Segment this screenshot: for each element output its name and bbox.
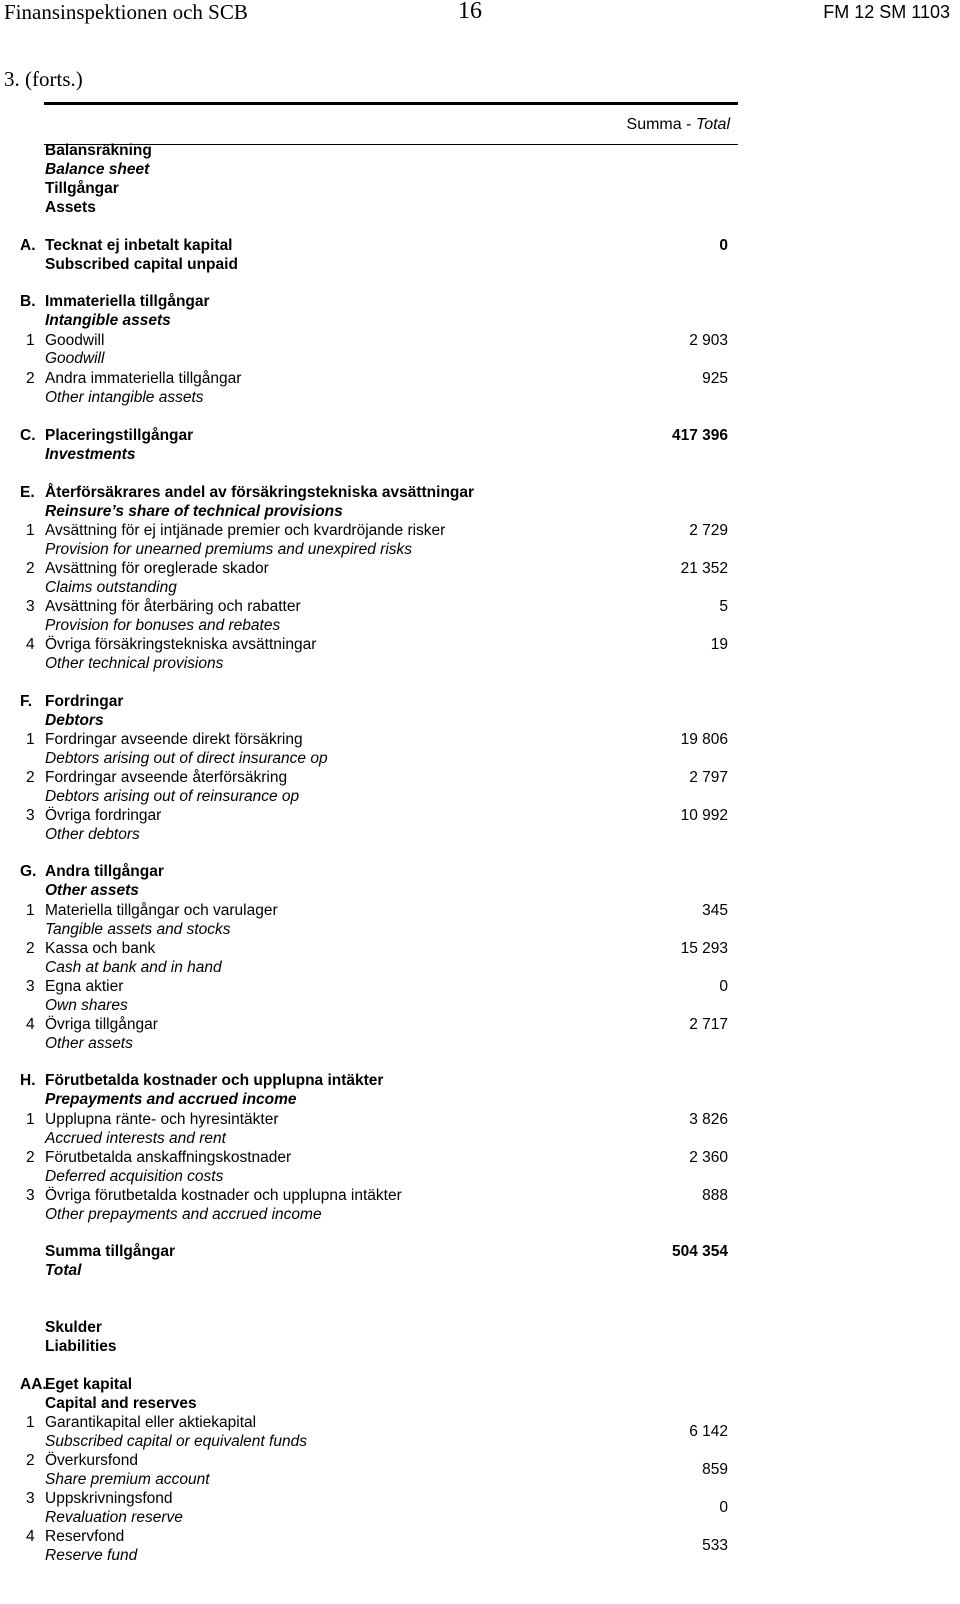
row-label: Other intangible assets xyxy=(45,389,204,406)
row-label: Share premium account xyxy=(45,1471,210,1488)
row-value: 19 806 xyxy=(680,731,728,748)
row-label: Avsättning för oreglerade skador xyxy=(45,560,269,577)
table-row xyxy=(0,1375,960,1394)
table-row xyxy=(0,1148,960,1167)
row-label: Reserve fund xyxy=(45,1547,138,1564)
row-label: Avsättning för ej intjänade premier och kvardröjande risker xyxy=(45,522,446,539)
row-item-number: 1 xyxy=(26,1111,35,1128)
row-value: 345 xyxy=(702,902,728,919)
table-row xyxy=(0,1261,960,1280)
row-value: 6 142 xyxy=(689,1423,728,1440)
row-label: Subscribed capital or equivalent funds xyxy=(45,1433,307,1450)
table-row xyxy=(0,1422,960,1441)
row-label: Tillgångar xyxy=(45,180,119,197)
row-label: Capital and reserves xyxy=(45,1395,197,1412)
row-label: Placeringstillgångar xyxy=(45,427,194,444)
table-row xyxy=(0,996,960,1015)
table-row xyxy=(0,236,960,255)
row-value: 2 729 xyxy=(689,522,728,539)
row-value: 417 396 xyxy=(671,427,728,444)
row-section-letter: H. xyxy=(20,1072,36,1089)
row-item-number: 4 xyxy=(26,636,35,653)
row-value: 3 826 xyxy=(689,1111,728,1128)
row-label: Other prepayments and accrued income xyxy=(45,1206,322,1223)
row-item-number: 1 xyxy=(26,731,35,748)
table-row xyxy=(0,977,960,996)
row-item-number: 2 xyxy=(26,769,35,786)
row-section-letter: F. xyxy=(20,693,33,710)
table-row xyxy=(0,616,960,635)
table-row xyxy=(0,426,960,445)
row-item-number: 2 xyxy=(26,1452,35,1469)
row-label: Materiella tillgångar och varulager xyxy=(45,902,278,919)
table-row xyxy=(0,141,960,160)
table-row xyxy=(0,597,960,616)
row-label: Immateriella tillgångar xyxy=(45,293,210,310)
section-label: 3. (forts.) xyxy=(4,67,83,91)
row-value: 859 xyxy=(702,1461,728,1478)
row-label: Förutbetalda kostnader och upplupna intäkter xyxy=(45,1072,384,1089)
row-label: Avsättning för återbäring och rabatter xyxy=(45,598,301,615)
table-row xyxy=(0,198,960,217)
row-label: Egna aktier xyxy=(45,978,124,995)
row-value: 0 xyxy=(719,237,728,254)
table-row xyxy=(0,292,960,311)
table-row xyxy=(0,540,960,559)
table-row xyxy=(0,1536,960,1555)
row-label: Provision for unearned premiums and unexpired risks xyxy=(45,541,413,558)
row-label: Cash at bank and in hand xyxy=(45,959,222,976)
table-row xyxy=(0,311,960,330)
row-label: Balansräkning xyxy=(45,142,152,159)
row-label: Debtors xyxy=(45,712,104,729)
table-row xyxy=(0,521,960,540)
row-label: Tangible assets and stocks xyxy=(45,921,231,938)
table-row xyxy=(0,349,960,368)
table-row xyxy=(0,331,960,350)
table-row xyxy=(0,881,960,900)
row-item-number: 1 xyxy=(26,1414,35,1431)
row-item-number: 3 xyxy=(26,807,35,824)
row-label: Övriga försäkringstekniska avsättningar xyxy=(45,636,317,653)
row-item-number: 1 xyxy=(26,902,35,919)
table-row xyxy=(0,160,960,179)
table-row xyxy=(0,692,960,711)
row-value: 15 293 xyxy=(680,940,728,957)
row-label: Fordringar avseende återförsäkring xyxy=(45,769,288,786)
row-label: Prepayments and accrued income xyxy=(45,1091,297,1108)
row-label: Balance sheet xyxy=(45,161,150,178)
row-label: Total xyxy=(45,1262,82,1279)
row-item-number: 2 xyxy=(26,1149,35,1166)
row-item-number: 2 xyxy=(26,940,35,957)
row-value: 925 xyxy=(702,370,728,387)
page-number: 16 xyxy=(458,0,482,24)
row-label: Övriga tillgångar xyxy=(45,1016,158,1033)
row-value: 2 903 xyxy=(689,332,728,349)
table-row xyxy=(0,559,960,578)
row-label: Överkursfond xyxy=(45,1452,139,1469)
row-section-letter: E. xyxy=(20,484,35,501)
table-row xyxy=(0,920,960,939)
table-row xyxy=(0,825,960,844)
table-row xyxy=(0,1498,960,1517)
row-value: 21 352 xyxy=(680,560,728,577)
row-label: Skulder xyxy=(45,1319,102,1336)
table-row xyxy=(0,1090,960,1109)
row-label: Reinsure’s share of technical provisions xyxy=(45,503,343,520)
table-row xyxy=(0,179,960,198)
row-value: 2 360 xyxy=(689,1149,728,1166)
header-publisher: Finansinspektionen och SCB xyxy=(4,0,248,24)
row-label: Investments xyxy=(45,446,136,463)
row-label: Debtors arising out of direct insurance op xyxy=(45,750,328,767)
row-label: Assets xyxy=(45,199,96,216)
row-label: Andra immateriella tillgångar xyxy=(45,370,242,387)
row-item-number: 2 xyxy=(26,370,35,387)
table-row xyxy=(0,578,960,597)
row-item-number: 4 xyxy=(26,1528,35,1545)
row-label: Provision for bonuses and rebates xyxy=(45,617,281,634)
row-label: Garantikapital eller aktiekapital xyxy=(45,1414,257,1431)
row-label: Övriga förutbetalda kostnader och upplupna intäkter xyxy=(45,1187,402,1204)
table-row xyxy=(0,711,960,730)
column-header xyxy=(627,116,730,134)
row-label: Claims outstanding xyxy=(45,579,177,596)
row-label: Other assets xyxy=(45,882,139,899)
row-label: Other assets xyxy=(45,1035,133,1052)
table-row xyxy=(0,483,960,502)
row-section-letter: AA. xyxy=(20,1376,47,1393)
row-value: 0 xyxy=(719,978,728,995)
row-item-number: 1 xyxy=(26,332,35,349)
row-label: Revaluation reserve xyxy=(45,1509,183,1526)
table-row xyxy=(0,1318,960,1337)
table-row xyxy=(0,749,960,768)
table-row xyxy=(0,787,960,806)
table-row xyxy=(0,1460,960,1479)
table-row xyxy=(0,1394,960,1413)
table-row xyxy=(0,1110,960,1129)
row-label: Deferred acquisition costs xyxy=(45,1168,224,1185)
table-row xyxy=(0,502,960,521)
row-label: Tecknat ej inbetalt kapital xyxy=(45,237,233,254)
table-row xyxy=(0,939,960,958)
row-item-number: 2 xyxy=(26,560,35,577)
row-value: 19 xyxy=(710,636,728,653)
row-item-number: 3 xyxy=(26,1490,35,1507)
table-top-rule xyxy=(44,102,738,105)
row-value: 2 797 xyxy=(689,769,728,786)
column-header-sv: Summa - xyxy=(626,116,692,133)
row-value: 504 354 xyxy=(671,1243,728,1260)
row-label: Fordringar xyxy=(45,693,124,710)
row-item-number: 3 xyxy=(26,1187,35,1204)
row-value: 2 717 xyxy=(689,1016,728,1033)
row-label: Återförsäkrares andel av försäkringstekniska avsättningar xyxy=(45,484,475,501)
row-label: Subscribed capital unpaid xyxy=(45,256,238,273)
table-row xyxy=(0,901,960,920)
row-label: Förutbetalda anskaffningskostnader xyxy=(45,1149,292,1166)
row-label: Accrued interests and rent xyxy=(45,1130,226,1147)
row-section-letter: C. xyxy=(20,427,36,444)
row-section-letter: G. xyxy=(20,863,37,880)
table-row xyxy=(0,1167,960,1186)
table-row xyxy=(0,1205,960,1224)
row-item-number: 1 xyxy=(26,522,35,539)
table-row xyxy=(0,1186,960,1205)
report-id: FM 12 SM 1103 xyxy=(823,2,950,22)
table-row xyxy=(0,768,960,787)
row-label: Eget kapital xyxy=(45,1376,132,1393)
row-label: Debtors arising out of reinsurance op xyxy=(45,788,300,805)
row-label: Fordringar avseende direkt försäkring xyxy=(45,731,303,748)
table-row xyxy=(0,862,960,881)
row-label: Other technical provisions xyxy=(45,655,224,672)
row-label: Kassa och bank xyxy=(45,940,156,957)
table-row xyxy=(0,255,960,274)
row-label: Andra tillgångar xyxy=(45,863,164,880)
row-label: Other debtors xyxy=(45,826,140,843)
row-section-letter: B. xyxy=(20,293,36,310)
table-row xyxy=(0,730,960,749)
row-label: Reservfond xyxy=(45,1528,125,1545)
column-header-en: Total xyxy=(695,116,730,133)
table-row xyxy=(0,388,960,407)
row-value: 533 xyxy=(702,1537,728,1554)
row-label: Övriga fordringar xyxy=(45,807,162,824)
row-label: Goodwill xyxy=(45,350,105,367)
row-label: Summa tillgångar xyxy=(45,1243,176,1260)
row-value: 5 xyxy=(719,598,728,615)
row-item-number: 3 xyxy=(26,978,35,995)
row-label: Uppskrivningsfond xyxy=(45,1490,173,1507)
table-row xyxy=(0,1129,960,1148)
row-value: 10 992 xyxy=(680,807,728,824)
table-row xyxy=(0,445,960,464)
row-label: Goodwill xyxy=(45,332,105,349)
table-row xyxy=(0,1242,960,1261)
row-label: Intangible assets xyxy=(45,312,171,329)
table-row xyxy=(0,1034,960,1053)
row-label: Own shares xyxy=(45,997,128,1014)
table-row xyxy=(0,1071,960,1090)
table-row xyxy=(0,958,960,977)
row-value: 888 xyxy=(702,1187,728,1204)
table-row xyxy=(0,635,960,654)
row-item-number: 4 xyxy=(26,1016,35,1033)
table-row xyxy=(0,654,960,673)
table-row xyxy=(0,369,960,388)
row-label: Liabilities xyxy=(45,1338,117,1355)
row-section-letter: A. xyxy=(20,237,36,254)
table-row xyxy=(0,806,960,825)
table-row xyxy=(0,1337,960,1356)
row-label: Upplupna ränte- och hyresintäkter xyxy=(45,1111,279,1128)
table-row xyxy=(0,1015,960,1034)
row-item-number: 3 xyxy=(26,598,35,615)
row-value: 0 xyxy=(719,1499,728,1516)
